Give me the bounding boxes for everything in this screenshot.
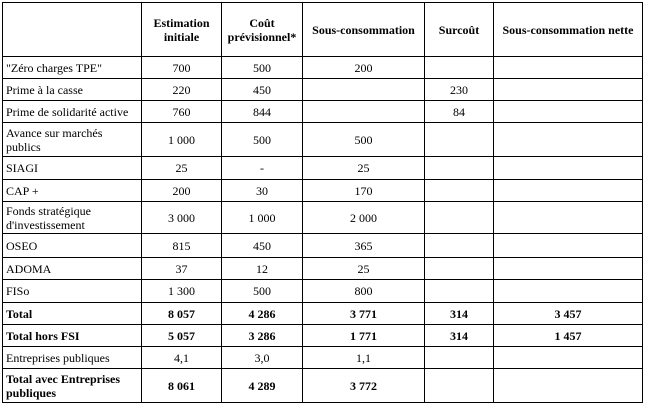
row-label: Prime à la casse bbox=[3, 79, 142, 101]
header-blank bbox=[3, 3, 142, 57]
header-surcout: Surcoût bbox=[425, 3, 494, 57]
table-row bbox=[3, 180, 643, 202]
cell-surcout bbox=[425, 258, 494, 280]
cell-surcout bbox=[425, 347, 494, 369]
cell-sous-consommation: 200 bbox=[303, 57, 425, 79]
row-label: Entreprises publiques bbox=[3, 347, 142, 369]
cell-cout: 12 bbox=[222, 258, 303, 280]
cell-sous-consommation: 1 771 bbox=[303, 325, 425, 347]
cell-sous-consommation: 3 771 bbox=[303, 303, 425, 325]
budget-table bbox=[2, 2, 643, 403]
header-sous-consommation-nette: Sous-consommation nette bbox=[494, 3, 643, 57]
cell-estimation: 700 bbox=[142, 57, 222, 79]
cell-surcout bbox=[425, 202, 494, 234]
cell-surcout bbox=[425, 180, 494, 202]
cell-sous-consommation-nette bbox=[494, 202, 643, 234]
cell-cout: 3 286 bbox=[222, 325, 303, 347]
row-label: Total hors FSI bbox=[3, 325, 142, 347]
cell-sous-consommation bbox=[303, 101, 425, 123]
cell-cout: 844 bbox=[222, 101, 303, 123]
cell-estimation: 1 000 bbox=[142, 123, 222, 157]
header-row bbox=[3, 3, 643, 57]
cell-surcout bbox=[425, 157, 494, 180]
cell-surcout: 314 bbox=[425, 303, 494, 325]
cell-cout: 500 bbox=[222, 280, 303, 303]
header-sous-consommation: Sous-consommation bbox=[303, 3, 425, 57]
cell-surcout: 230 bbox=[425, 79, 494, 101]
cell-surcout bbox=[425, 369, 494, 403]
cell-estimation: 3 000 bbox=[142, 202, 222, 234]
cell-sous-consommation: 800 bbox=[303, 280, 425, 303]
row-label: Prime de solidarité active bbox=[3, 101, 142, 123]
cell-cout: - bbox=[222, 157, 303, 180]
cell-cout: 1 000 bbox=[222, 202, 303, 234]
cell-sous-consommation-nette bbox=[494, 123, 643, 157]
cell-surcout bbox=[425, 57, 494, 79]
table-row bbox=[3, 202, 643, 234]
table-row bbox=[3, 347, 643, 369]
cell-cout: 30 bbox=[222, 180, 303, 202]
cell-cout: 500 bbox=[222, 57, 303, 79]
cell-surcout: 314 bbox=[425, 325, 494, 347]
table-row bbox=[3, 123, 643, 157]
row-label: Fonds stratégique d'investissement bbox=[3, 202, 142, 234]
row-label: ADOMA bbox=[3, 258, 142, 280]
cell-sous-consommation-nette bbox=[494, 258, 643, 280]
cell-cout: 4 289 bbox=[222, 369, 303, 403]
cell-sous-consommation: 170 bbox=[303, 180, 425, 202]
cell-estimation: 760 bbox=[142, 101, 222, 123]
cell-estimation: 5 057 bbox=[142, 325, 222, 347]
cell-estimation: 220 bbox=[142, 79, 222, 101]
cell-estimation: 1 300 bbox=[142, 280, 222, 303]
table-row bbox=[3, 280, 643, 303]
cell-estimation: 815 bbox=[142, 234, 222, 258]
cell-sous-consommation-nette bbox=[494, 180, 643, 202]
cell-sous-consommation: 365 bbox=[303, 234, 425, 258]
cell-sous-consommation-nette: 3 457 bbox=[494, 303, 643, 325]
cell-sous-consommation: 2 000 bbox=[303, 202, 425, 234]
cell-surcout: 84 bbox=[425, 101, 494, 123]
cell-cout: 450 bbox=[222, 234, 303, 258]
row-label: "Zéro charges TPE" bbox=[3, 57, 142, 79]
cell-sous-consommation: 3 772 bbox=[303, 369, 425, 403]
cell-sous-consommation-nette: 1 457 bbox=[494, 325, 643, 347]
cell-surcout bbox=[425, 123, 494, 157]
total-row bbox=[3, 303, 643, 325]
cell-sous-consommation-nette bbox=[494, 57, 643, 79]
row-label: Total bbox=[3, 303, 142, 325]
cell-surcout bbox=[425, 234, 494, 258]
cell-cout: 500 bbox=[222, 123, 303, 157]
cell-sous-consommation-nette bbox=[494, 79, 643, 101]
cell-sous-consommation-nette bbox=[494, 280, 643, 303]
table-row bbox=[3, 157, 643, 180]
cell-sous-consommation-nette bbox=[494, 369, 643, 403]
row-label: CAP + bbox=[3, 180, 142, 202]
cell-cout: 4 286 bbox=[222, 303, 303, 325]
table-row bbox=[3, 79, 643, 101]
cell-sous-consommation-nette bbox=[494, 157, 643, 180]
total-row bbox=[3, 325, 643, 347]
row-label: SIAGI bbox=[3, 157, 142, 180]
cell-cout: 3,0 bbox=[222, 347, 303, 369]
cell-cout: 450 bbox=[222, 79, 303, 101]
cell-sous-consommation: 500 bbox=[303, 123, 425, 157]
row-label: Avance sur marchés publics bbox=[3, 123, 142, 157]
cell-sous-consommation bbox=[303, 79, 425, 101]
total-row bbox=[3, 369, 643, 403]
table-row bbox=[3, 234, 643, 258]
cell-estimation: 8 061 bbox=[142, 369, 222, 403]
header-cout-previsionnel: Coût prévisionnel* bbox=[222, 3, 303, 57]
table-row bbox=[3, 258, 643, 280]
cell-sous-consommation: 25 bbox=[303, 157, 425, 180]
header-estimation-initiale: Estimation initiale bbox=[142, 3, 222, 57]
cell-estimation: 37 bbox=[142, 258, 222, 280]
cell-sous-consommation-nette bbox=[494, 234, 643, 258]
cell-sous-consommation-nette bbox=[494, 347, 643, 369]
cell-sous-consommation: 25 bbox=[303, 258, 425, 280]
table-row bbox=[3, 57, 643, 79]
row-label: Total avec Entreprises publiques bbox=[3, 369, 142, 403]
cell-estimation: 200 bbox=[142, 180, 222, 202]
cell-estimation: 8 057 bbox=[142, 303, 222, 325]
table-row bbox=[3, 101, 643, 123]
row-label: FISo bbox=[3, 280, 142, 303]
cell-estimation: 25 bbox=[142, 157, 222, 180]
cell-sous-consommation-nette bbox=[494, 101, 643, 123]
cell-estimation: 4,1 bbox=[142, 347, 222, 369]
cell-sous-consommation: 1,1 bbox=[303, 347, 425, 369]
row-label: OSEO bbox=[3, 234, 142, 258]
cell-surcout bbox=[425, 280, 494, 303]
